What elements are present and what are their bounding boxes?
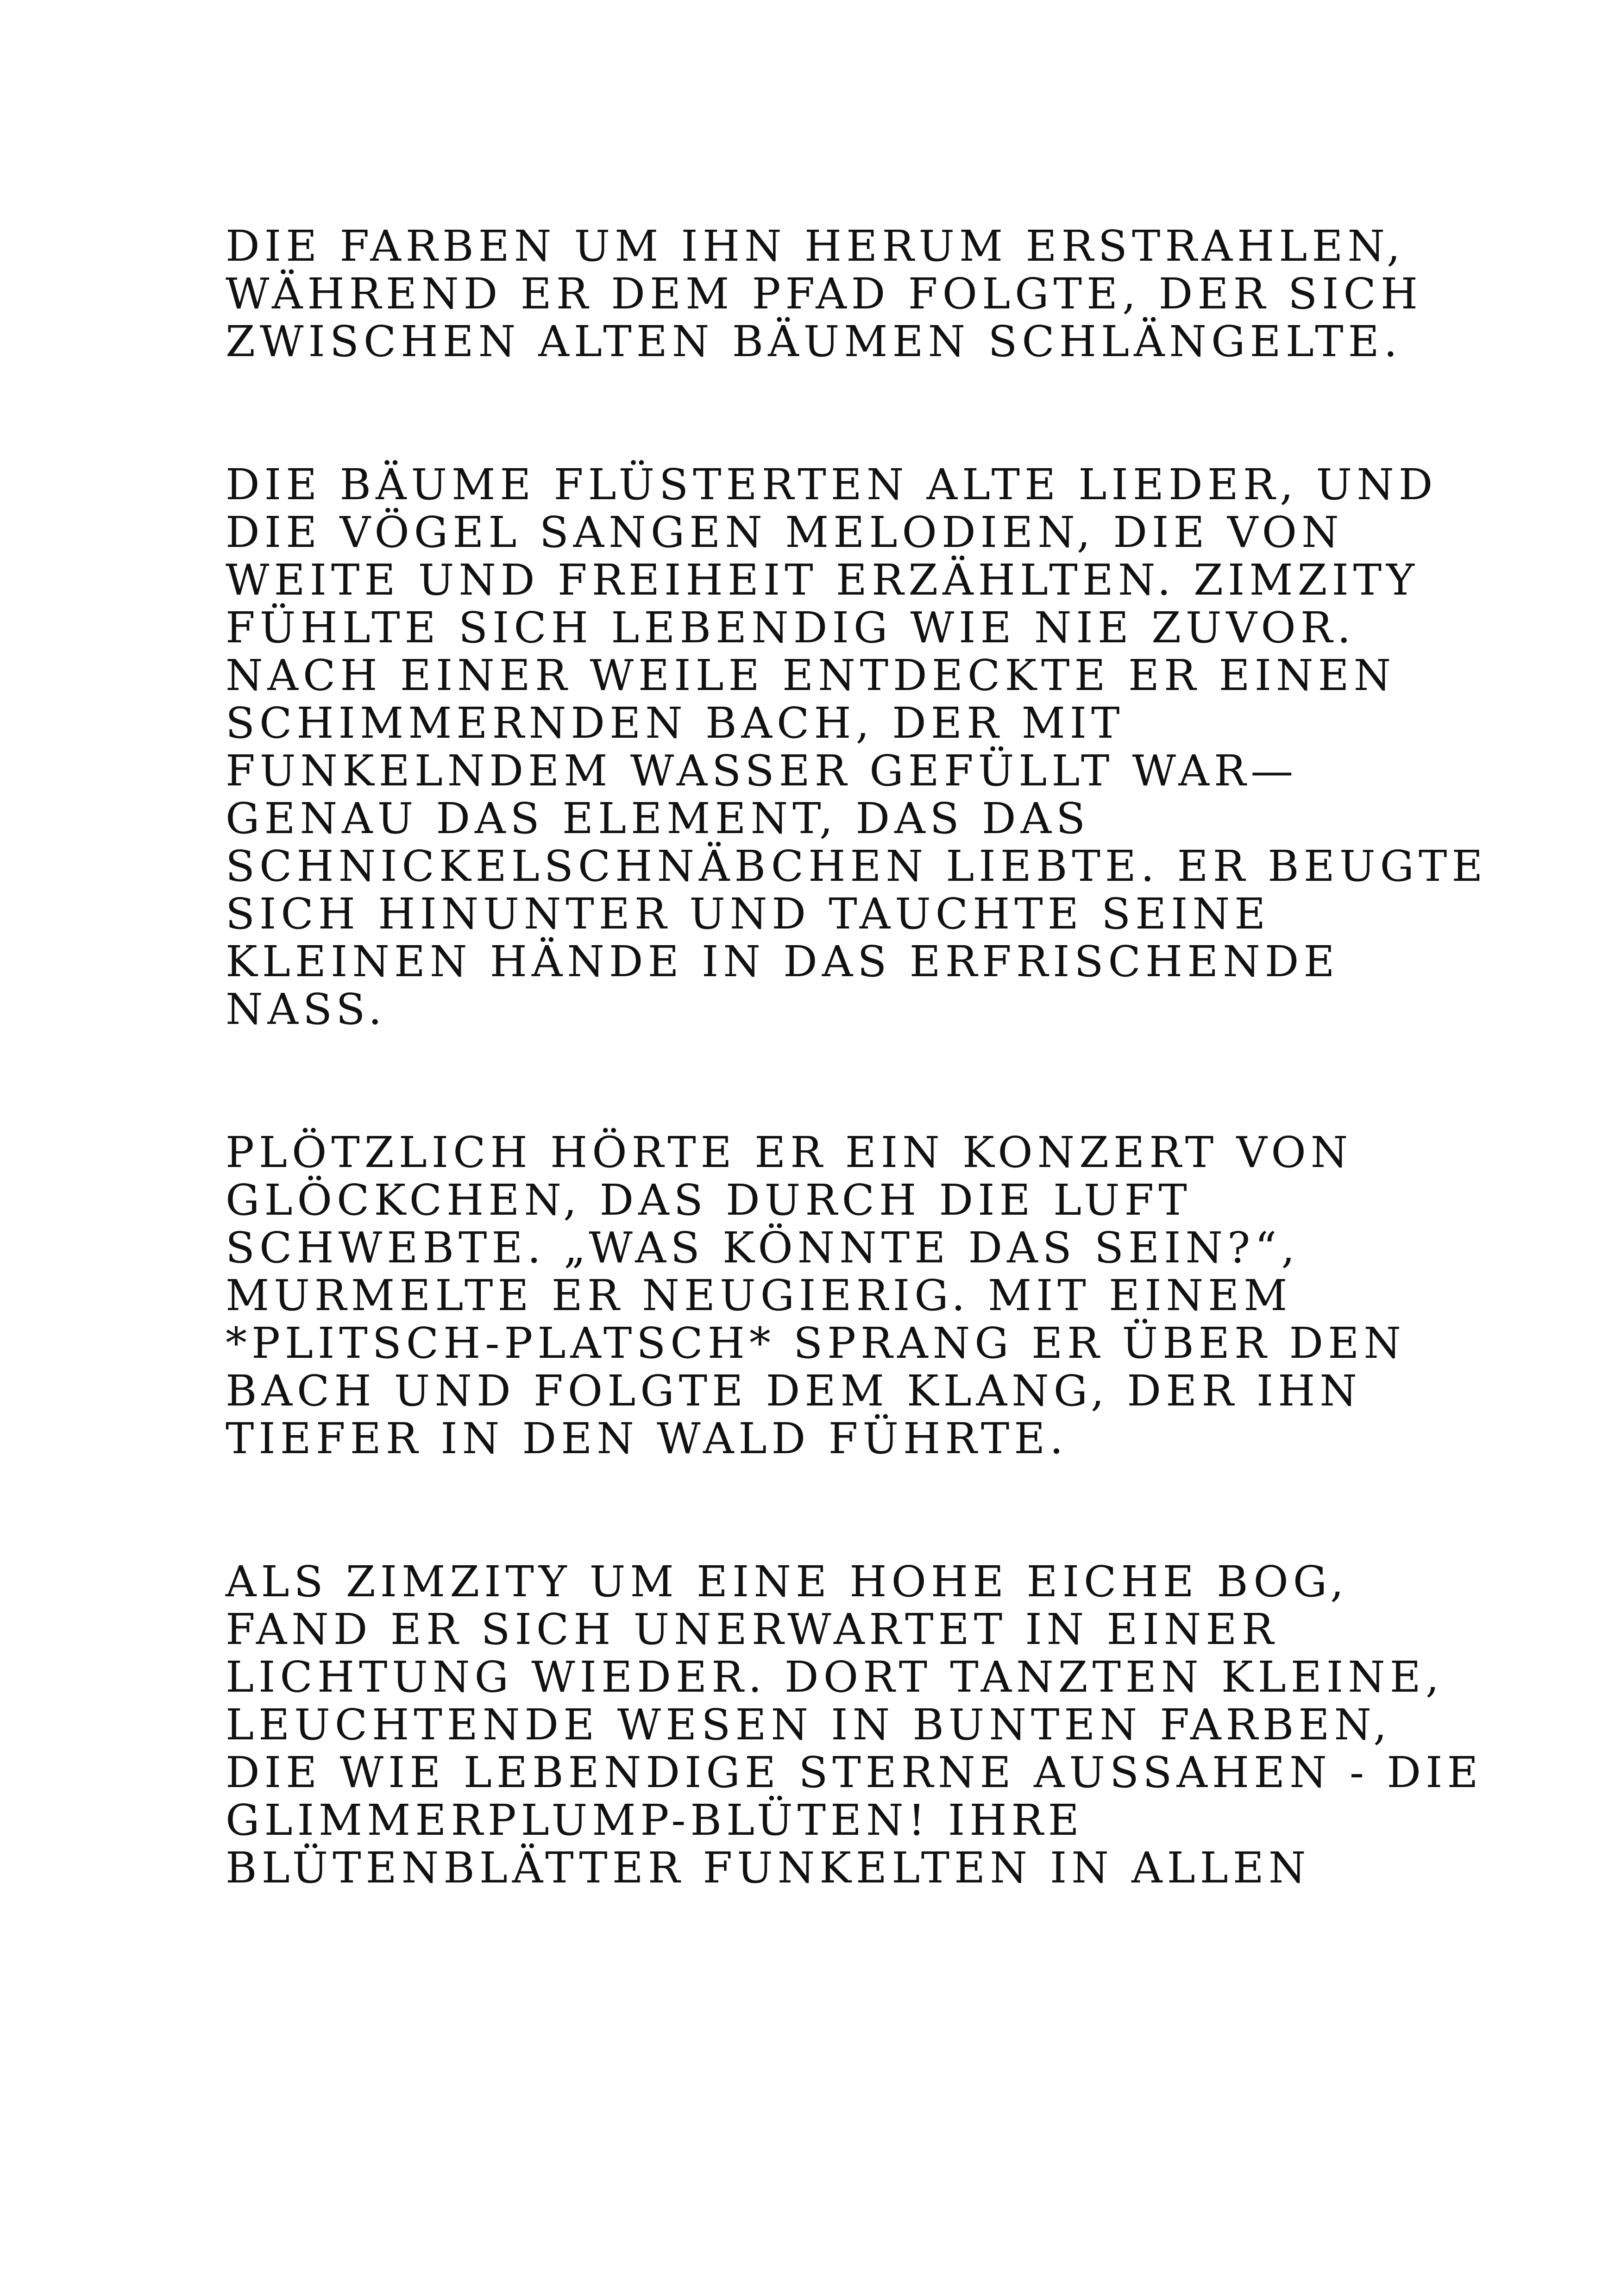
text-line: NASS. <box>226 985 387 1034</box>
text-line: MURMELTE ER NEUGIERIG. MIT EINEM <box>226 1271 1292 1320</box>
text-line: GENAU DAS ELEMENT, DAS DAS <box>226 794 1090 843</box>
text-line: PLÖTZLICH HÖRTE ER EIN KONZERT VON <box>226 1128 1353 1177</box>
paragraph-gap <box>226 365 1430 461</box>
paragraph-4 <box>226 1557 1483 1893</box>
text-line: FUNKELNDEM WASSER GEFÜLLT WAR— <box>226 746 1298 796</box>
text-line: ALS ZIMZITY UM EINE HOHE EICHE BOG, <box>226 1557 1349 1606</box>
text-line: GLIMMERPLUMP-BLÜTEN! IHRE <box>226 1795 1084 1845</box>
text-line: WEITE UND FREIHEIT ERZÄHLTEN. ZIMZITY <box>226 555 1419 605</box>
paragraph-3 <box>226 1129 1430 1462</box>
text-line: WÄHREND ER DEM PFAD FOLGTE, DER SICH <box>226 269 1423 319</box>
text-line: FAND ER SICH UNERWARTET IN EINER <box>226 1605 1278 1654</box>
text-line: BLÜTENBLÄTTER FUNKELTEN IN ALLEN <box>226 1843 1311 1893</box>
paragraph-gap <box>226 1462 1430 1558</box>
text-line: LEUCHTENDE WESEN IN BUNTEN FARBEN, <box>226 1700 1392 1750</box>
text-line: NACH EINER WEILE ENTDECKTE ER EINEN <box>226 651 1396 700</box>
story-text <box>226 221 1488 1893</box>
paragraph-gap <box>226 1033 1430 1129</box>
text-line: DIE FARBEN UM IHN HERUM ERSTRAHLEN, <box>226 221 1405 271</box>
text-line: SCHWEBTE. „WAS KÖNNTE DAS SEIN?“, <box>226 1223 1300 1273</box>
text-line: LICHTUNG WIEDER. DORT TANZTEN KLEINE, <box>226 1652 1444 1702</box>
text-line: GLÖCKCHEN, DAS DURCH DIE LUFT <box>226 1175 1192 1225</box>
paragraph-1 <box>226 222 1430 365</box>
text-line: TIEFER IN DEN WALD FÜHRTE. <box>226 1414 1068 1463</box>
text-line: SCHNICKELSCHNÄBCHEN LIEBTE. ER BEUGTE <box>226 841 1488 891</box>
paragraph-2 <box>226 460 1488 1034</box>
text-line: FÜHLTE SICH LEBENDIG WIE NIE ZUVOR. <box>226 603 1356 652</box>
text-line: DIE BÄUME FLÜSTERTEN ALTE LIEDER, UND <box>226 460 1438 509</box>
text-line: SICH HINUNTER UND TAUCHTE SEINE <box>226 889 1270 939</box>
text-line: KLEINEN HÄNDE IN DAS ERFRISCHENDE <box>226 937 1339 986</box>
text-line: *PLITSCH-PLATSCH* SPRANG ER ÜBER DEN <box>226 1318 1406 1368</box>
text-line: DIE VÖGEL SANGEN MELODIEN, DIE VON <box>226 508 1344 557</box>
text-line: ZWISCHEN ALTEN BÄUMEN SCHLÄNGELTE. <box>226 317 1402 366</box>
text-line: SCHIMMERNDEN BACH, DER MIT <box>226 698 1125 748</box>
text-line: BACH UND FOLGTE DEM KLANG, DER IHN <box>226 1366 1362 1416</box>
text-line: DIE WIE LEBENDIGE STERNE AUSSAHEN - DIE <box>226 1748 1483 1797</box>
